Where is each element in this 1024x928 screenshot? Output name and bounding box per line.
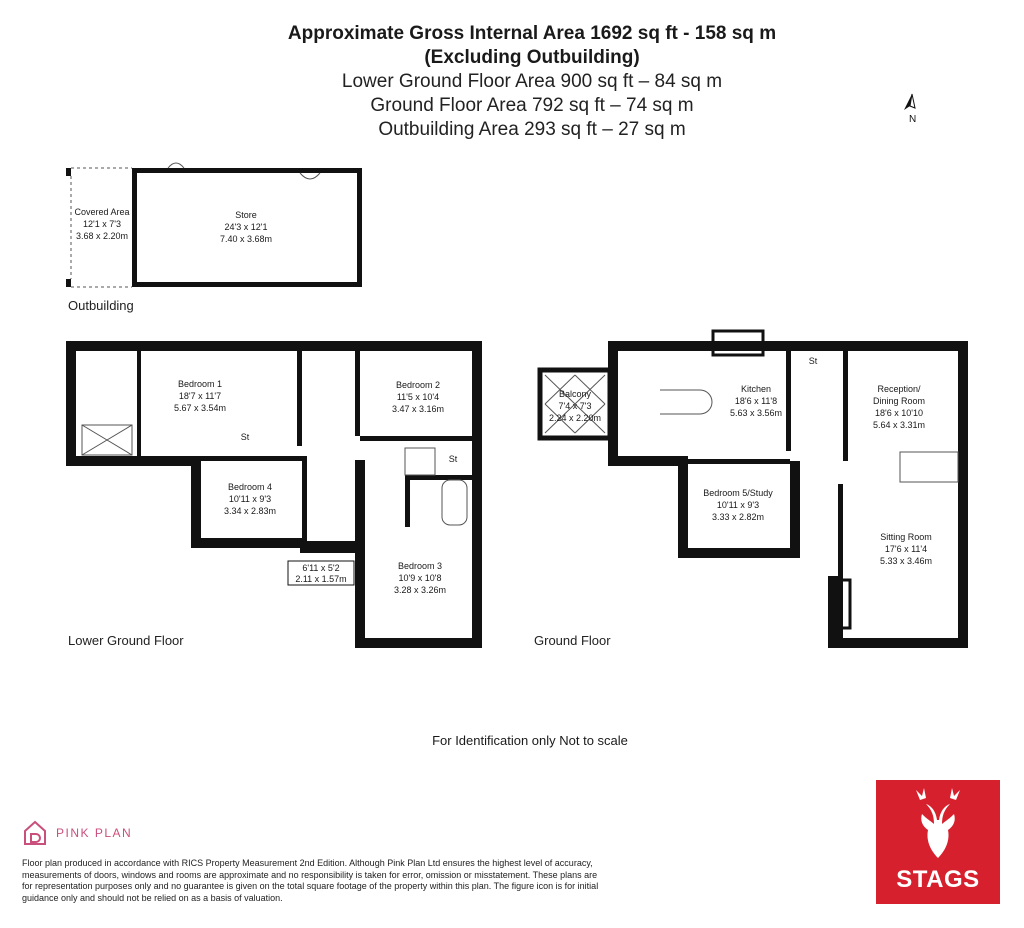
utility-metric: 2.11 x 1.57m (295, 574, 347, 584)
outbuilding-area: Outbuilding Area 293 sq ft – 27 sq m (378, 119, 686, 140)
pink-plan-name: PINK PLAN (56, 826, 133, 840)
bedroom5-name: Bedroom 5/Study (703, 488, 773, 498)
bedroom2-imperial: 11'5 x 10'4 (396, 392, 440, 402)
ground-area: Ground Floor Area 792 sq ft – 74 sq m (370, 95, 694, 116)
bedroom3-imperial: 10'9 x 10'8 (398, 573, 442, 583)
kitchen-imperial: 18'6 x 11'8 (734, 396, 778, 406)
lower-ground-wall (66, 341, 363, 351)
ground-floor-wall (608, 341, 968, 351)
stags-wordmark: STAGS (896, 866, 980, 893)
bedroom1-imperial: 18'7 x 11'7 (178, 391, 222, 401)
covered-area-name: Covered Area (74, 207, 130, 217)
store-imperial: 24'3 x 12'1 (224, 222, 268, 232)
store-door (168, 163, 184, 168)
balcony-imperial: 7'4 x 7'3 (558, 401, 592, 411)
stairs-ground (900, 452, 958, 482)
sitting-metric: 5.33 x 3.46m (879, 556, 933, 566)
reception-name-2: Dining Room (872, 396, 926, 406)
excluding-outbuilding: (Excluding Outbuilding) (424, 47, 640, 68)
covered-area-post (66, 168, 71, 176)
reception-metric: 5.64 x 3.31m (872, 420, 926, 430)
sitting-imperial: 17'6 x 11'4 (884, 544, 928, 554)
kitchen-name: Kitchen (740, 384, 772, 394)
store-cupboard-2: St (448, 454, 458, 464)
bedroom2-metric: 3.47 x 3.16m (391, 404, 445, 414)
disclaimer-text: Floor plan produced in accordance with RICS Property Measurement 2nd Edition. Although Pink Plan Ltd ensures the highest level of accuracy, measurements of doors, windows and rooms are approximate and no responsibility is taken for error, omission or misstatement. These plans are for representation purposes only and no guarantee is given on the total square footage of the property within this plan. The figure icon is for initial guidance only and should not be relied on as a basis of valuation. (22, 858, 599, 903)
outbuilding-floor-label: Outbuilding (68, 298, 134, 313)
covered-area-metric: 3.68 x 2.20m (75, 231, 129, 241)
kitchen-island (660, 390, 712, 414)
store-cupboard-1: St (240, 432, 250, 442)
bedroom2-name: Bedroom 2 (395, 380, 441, 390)
utility-imperial: 6'11 x 5'2 (302, 563, 340, 573)
north-label: N (909, 114, 917, 125)
store-metric: 7.40 x 3.68m (219, 234, 273, 244)
bedroom4-name: Bedroom 4 (227, 482, 273, 492)
gross-area-title: Approximate Gross Internal Area 1692 sq ft - 158 sq m (287, 23, 777, 44)
lower-ground-floor-label: Lower Ground Floor (68, 633, 184, 648)
stag-head-icon (876, 780, 1000, 870)
bedroom5-metric: 3.33 x 2.82m (711, 512, 765, 522)
store-name: Store (235, 210, 257, 220)
bedroom3-metric: 3.28 x 3.26m (393, 585, 447, 595)
store-cupboard-3: St (808, 356, 818, 366)
bedroom4-imperial: 10'11 x 9'3 (228, 494, 272, 504)
lower-ground-area: Lower Ground Floor Area 900 sq ft – 84 sq m (341, 71, 723, 92)
kitchen-metric: 5.63 x 3.56m (729, 408, 783, 418)
bath (442, 480, 467, 525)
store-wall (132, 168, 362, 173)
identification-note: For Identification only Not to scale (432, 733, 628, 748)
reception-name-1: Reception/ (877, 384, 921, 394)
balcony-metric: 2.24 x 2.20m (548, 413, 602, 423)
pink-plan-house-icon (22, 819, 48, 847)
pink-plan-logo (22, 818, 132, 848)
ground-floor-label: Ground Floor (534, 633, 611, 648)
bedroom4-metric: 3.34 x 2.83m (223, 506, 277, 516)
stags-logo (876, 780, 1000, 904)
reception-imperial: 18'6 x 10'10 (875, 408, 923, 418)
stairs-lower (405, 448, 435, 475)
bedroom1-name: Bedroom 1 (177, 379, 223, 389)
bedroom5-imperial: 10'11 x 9'3 (716, 500, 760, 510)
bedroom1-metric: 5.67 x 3.54m (173, 403, 227, 413)
covered-area-imperial: 12'1 x 7'3 (83, 219, 121, 229)
bedroom3-name: Bedroom 3 (397, 561, 443, 571)
balcony-name: Balcony (558, 389, 592, 399)
sitting-name: Sitting Room (880, 532, 932, 542)
